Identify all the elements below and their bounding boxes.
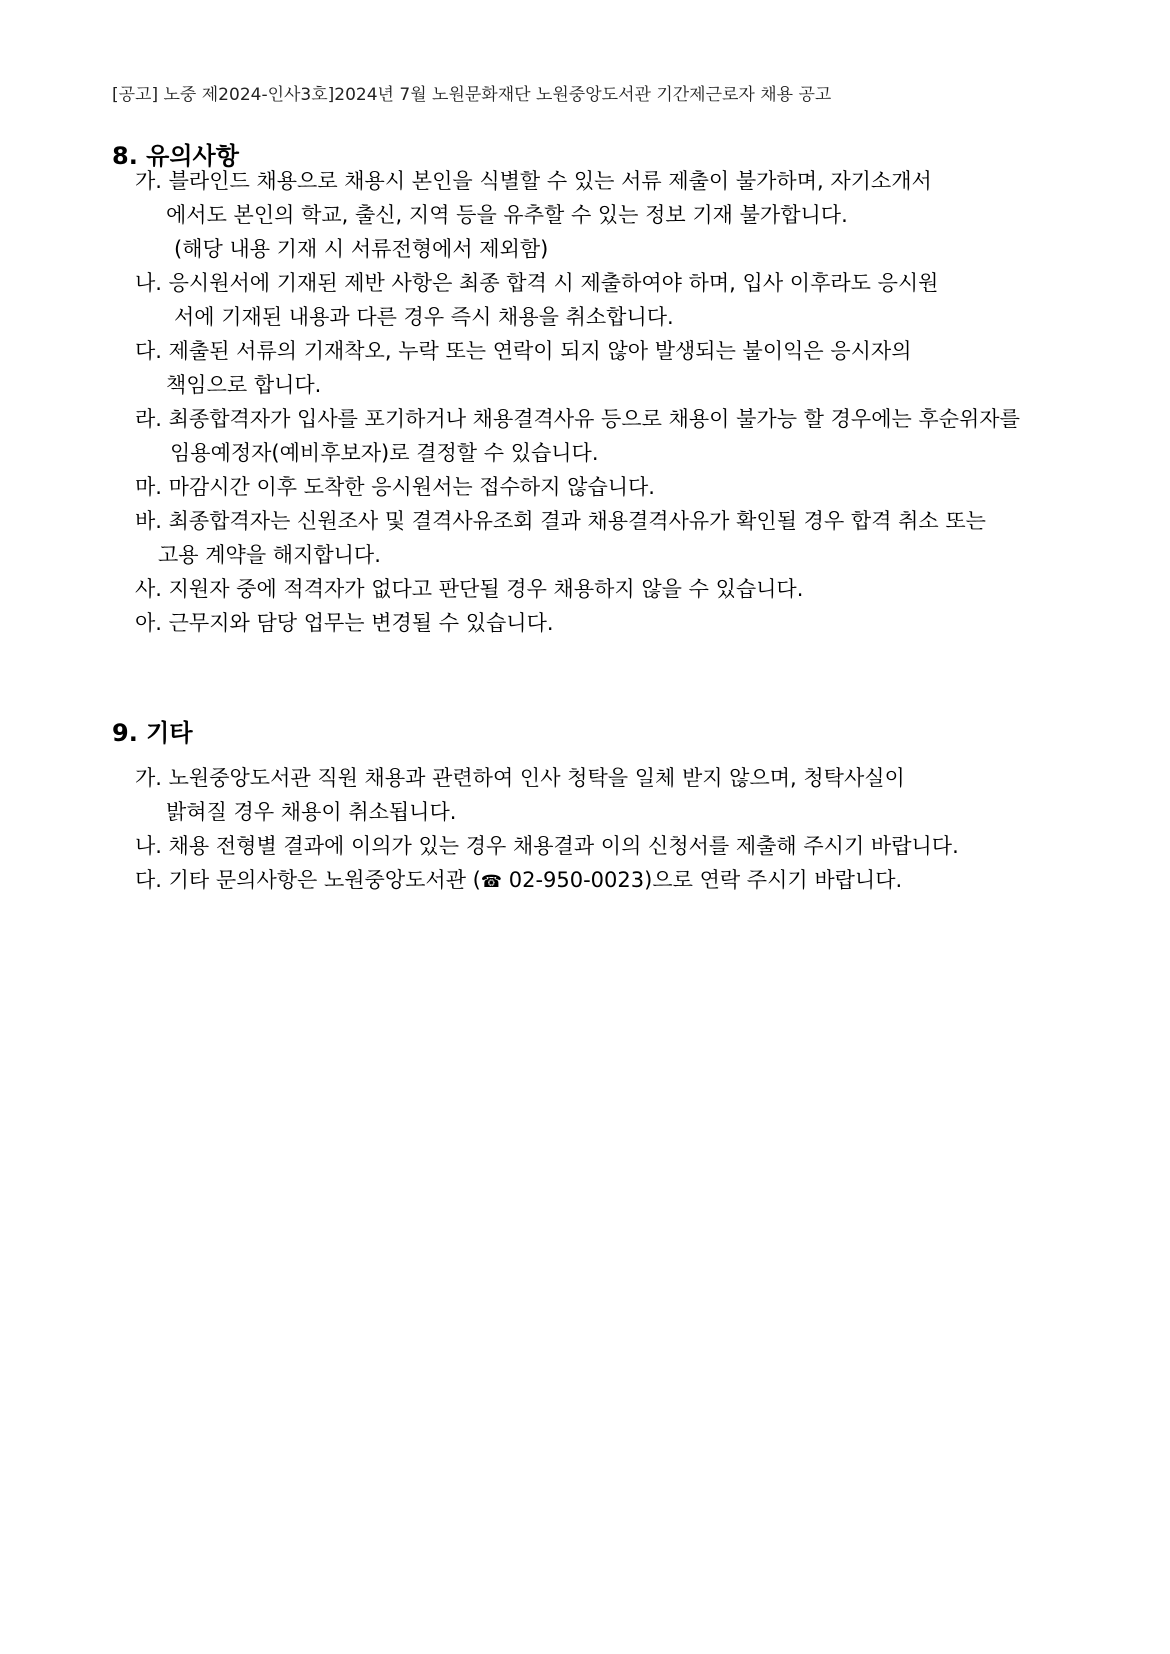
other-item-ga-line2: 밝혀질 경우 채용이 취소됩니다. <box>166 800 457 824</box>
notice-item-ga-line3: (해당 내용 기재 시 서류전형에서 제외함) <box>174 237 549 261</box>
notice-item-ra-line2: 임용예정자(예비후보자)로 결정할 수 있습니다. <box>170 441 599 465</box>
notice-item-da-line1: 다. 제출된 서류의 기재착오, 누락 또는 연락이 되지 않아 발생되는 불이익은 응시자의 <box>135 339 912 363</box>
phone-icon: ☎ <box>480 872 503 892</box>
notice-item-ma: 마. 마감시간 이후 도착한 응시원서는 접수하지 않습니다. <box>135 475 655 499</box>
other-item-da-text-after: 02-950-0023)으로 연락 주시기 바랍니다. <box>502 868 903 892</box>
notice-item-ga-line2: 에서도 본인의 학교, 출신, 지역 등을 유추할 수 있는 정보 기재 불가합니다. <box>166 203 848 227</box>
other-item-na: 나. 채용 전형별 결과에 이의가 있는 경우 채용결과 이의 신청서를 제출해 주시기 바랍니다. <box>135 834 959 858</box>
notice-item-da-line2: 책임으로 합니다. <box>166 373 322 397</box>
other-item-da-text-before: 다. 기타 문의사항은 노원중앙도서관 ( <box>135 868 481 892</box>
notice-item-ba-line2: 고용 계약을 해지합니다. <box>158 543 381 567</box>
other-item-ga-line1: 가. 노원중앙도서관 직원 채용과 관련하여 인사 청탁을 일체 받지 않으며, 청탁사실이 <box>135 766 905 790</box>
section-9-title: 9. 기타 <box>112 719 193 747</box>
notice-item-sa: 사. 지원자 중에 적격자가 없다고 판단될 경우 채용하지 않을 수 있습니다. <box>135 577 804 601</box>
notice-item-na-line1: 나. 응시원서에 기재된 제반 사항은 최종 합격 시 제출하여야 하며, 입사 이후라도 응시원 <box>135 271 939 295</box>
notice-item-a: 아. 근무지와 담당 업무는 변경될 수 있습니다. <box>135 611 554 635</box>
document-header: [공고] 노중 제2024-인사3호]2024년 7월 노원문화재단 노원중앙도서관 기간제근로자 채용 공고 <box>112 85 832 105</box>
section-8-title: 8. 유의사항 <box>112 142 239 170</box>
other-item-da <box>135 870 902 891</box>
notice-item-ga-line1: 가. 블라인드 채용으로 채용시 본인을 식별할 수 있는 서류 제출이 불가하며, 자기소개서 <box>135 169 932 193</box>
notice-item-na-line2: 서에 기재된 내용과 다른 경우 즉시 채용을 취소합니다. <box>174 305 674 329</box>
notice-item-ba-line1: 바. 최종합격자는 신원조사 및 결격사유조회 결과 채용결격사유가 확인될 경우 합격 취소 또는 <box>135 509 986 533</box>
notice-item-ra-line1: 라. 최종합격자가 입사를 포기하거나 채용결격사유 등으로 채용이 불가능 할 경우에는 후순위자를 <box>135 407 1020 431</box>
